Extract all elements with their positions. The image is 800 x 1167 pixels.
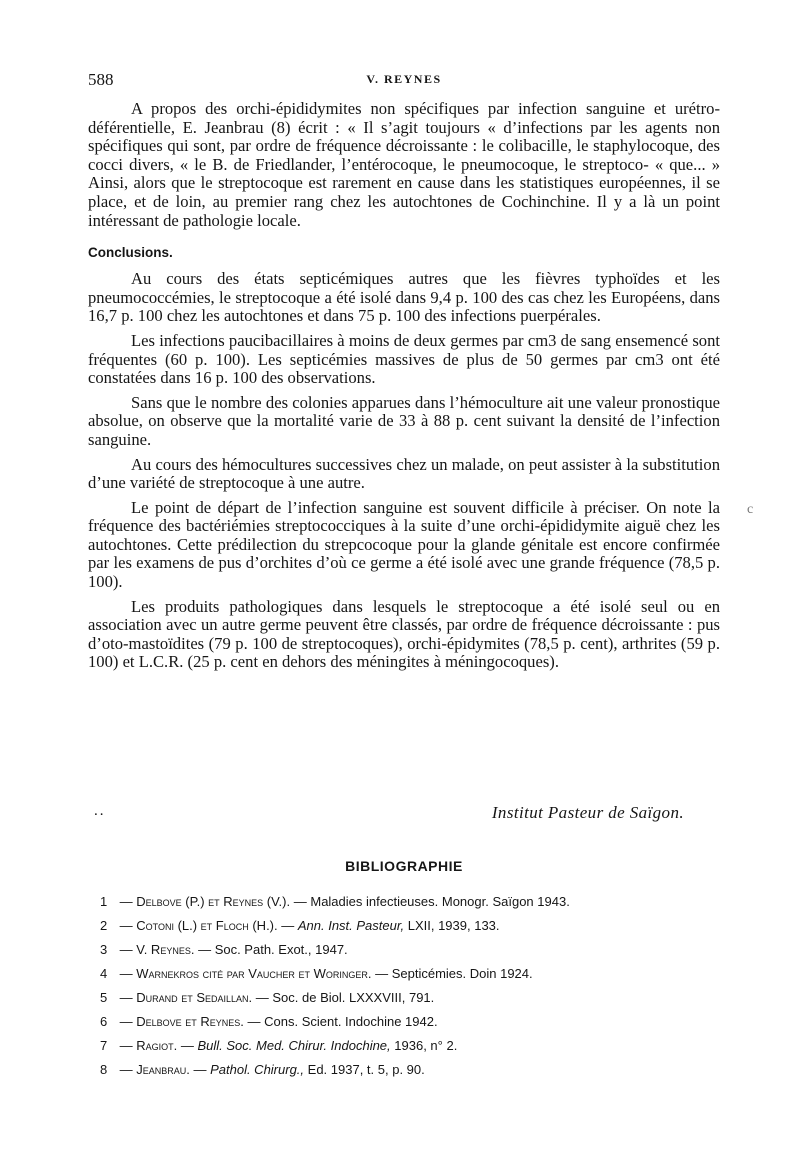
signature-line <box>88 803 684 825</box>
institution-signature: Institut Pasteur de Saïgon. <box>491 803 684 822</box>
conclusion-paragraph-5: Le point de départ de l’infection sanguine est souvent difficile à préciser. On note la fréquence des bactériémies streptococciques à la suite d’une orchi-épididymite aiguë chez les autochtones. Cette prédilection du strepcocoque pour la glande génitale est encore confirmée par les examens de pus d’orchites d’où ce germe a été isolé avec une grande fréquence (78,5 p. 100). <box>88 497 720 592</box>
bibliography-item: 3 — V. Reynes. — Soc. Path. Exot., 1947. <box>100 942 348 957</box>
bibliography-details: Soc. Path. Exot., 1947. <box>214 942 348 957</box>
running-title: V. REYNES <box>366 72 442 86</box>
conclusion-paragraph-2: Les infections paucibacillaires à moins de deux germes par cm3 de sang ensemencé sont fréquentes (60 p. 100). Les septicémies massives de plus de 50 germes par cm3 ont été constatées dans 16 p. 100 des observations. <box>88 330 720 388</box>
bibliography-journal: Bull. Soc. Med. Chirur. Indochine, <box>197 1038 391 1053</box>
paragraph-intro: A propos des orchi-épididymites non spécifiques par infection sanguine et urétro-déférentielle, E. Jeanbrau (8) écrit : « Il s’agit toujours « d’infections par les agents non spécifiques qui sont, par ordre de fréquence décroissante : le colibacille, le staphylocoque, des cocci divers, « le B. de Friedlander, l’entérocoque, le pneumocoque, le streptoco- « que... » Ainsi, alors que le streptocoque est rarement en cause dans les statistiques européennes, il se place, et de loin, au premier rang chez les autochtones de Cochinchine. Il y a là un point intéressant de pathologie locale. <box>88 99 720 230</box>
conclusion-paragraph-3: Sans que le nombre des colonies apparues dans l’hémoculture ait une valeur pronostique absolue, on observe que la mortalité varie de 33 à 88 p. cent suivant la densité de l’infection sanguine. <box>88 392 720 449</box>
bibliography-authors: Durand et Sedaillan. <box>136 990 253 1005</box>
bibliography-item: 2 — Cotoni (L.) et Floch (H.). — Ann. Inst. Pasteur, LXII, 1939, 133. <box>100 918 500 933</box>
bibliography-details: LXII, 1939, 133. <box>407 918 500 933</box>
bibliography-item: 4 — Warnekros cité par Vaucher et Woringer. — Septicémies. Doin 1924. <box>100 966 533 981</box>
bibliography-authors: Ragiot. <box>136 1038 178 1053</box>
bibliography-number: 8 <box>100 1062 108 1077</box>
bibliography-item: 6 — Delbove et Reynes. — Cons. Scient. Indochine 1942. <box>100 1014 438 1029</box>
bibliography-journal: Pathol. Chirurg., <box>210 1062 305 1077</box>
bibliography-item: 7 — Ragiot. — Bull. Soc. Med. Chirur. Indochine, 1936, n° 2. <box>100 1038 458 1053</box>
bibliography-details: Soc. de Biol. LXXXVIII, 791. <box>272 990 435 1005</box>
bibliography-authors: Cotoni (L.) et Floch (H.). <box>136 918 278 933</box>
bibliography-number: 4 <box>100 966 108 981</box>
conclusion-paragraph-6: Les produits pathologiques dans lesquels le streptocoque a été isolé seul ou en association avec un autre germe peuvent être classés, par ordre de fréquence décroissante : pus d’oto-mastoïdites (79 p. 100 de streptocoques), orchi-épidymites (78,5 p. cent), arthrites (59 p. 100) et L.C.R. (25 p. cent en dehors des méningites à méningocoques). <box>88 596 720 672</box>
margin-mark: c <box>747 502 754 517</box>
conclusions-heading: Conclusions. <box>88 245 173 261</box>
bibliography-journal: Ann. Inst. Pasteur, <box>297 918 405 933</box>
bibliography-number: 7 <box>100 1038 108 1053</box>
signature-dots: .. <box>94 803 106 819</box>
bibliography-details: 1936, n° 2. <box>394 1038 458 1053</box>
conclusion-paragraph-4: Au cours des hémocultures successives chez un malade, on peut assister à la substitution d’une variété de streptocoque à une autre. <box>88 454 720 493</box>
bibliography-authors: V. Reynes. <box>136 942 195 957</box>
bibliography-item: 5 — Durand et Sedaillan. — Soc. de Biol. LXXXVIII, 791. <box>100 990 435 1005</box>
bibliography-authors: Warnekros cité par Vaucher et Woringer. <box>136 966 372 981</box>
page-number: 588 <box>88 70 114 89</box>
conclusion-paragraph-1: Au cours des états septicémiques autres que les fièvres typhoïdes et les pneumococcémies, le streptocoque a été isolé dans 9,4 p. 100 des cas chez les Européens, dans 16,7 p. 100 chez les autochtones et dans 75 p. 100 des infections puerpérales. <box>88 269 720 326</box>
bibliography-item: 8 — Jeanbrau. — Pathol. Chirurg., Ed. 1937, t. 5, p. 90. <box>100 1062 425 1077</box>
bibliography-authors: Delbove et Reynes. <box>136 1014 244 1029</box>
running-head <box>88 70 720 90</box>
bibliography-authors: Jeanbrau. <box>136 1062 190 1077</box>
bibliography-list <box>100 894 700 1086</box>
bibliography-details: Cons. Scient. Indochine 1942. <box>264 1014 438 1029</box>
bibliography-number: 5 <box>100 990 108 1005</box>
bibliography-number: 2 <box>100 918 108 933</box>
bibliography-item: 1 — Delbove (P.) et Reynes (V.). — Maladies infectieuses. Monogr. Saïgon 1943. <box>100 894 570 909</box>
bibliography-authors: Delbove (P.) et Reynes (V.). <box>136 894 291 909</box>
bibliography-details: Septicémies. Doin 1924. <box>391 966 533 981</box>
bibliography-heading: BIBLIOGRAPHIE <box>345 858 463 874</box>
body-text <box>88 100 720 678</box>
bibliography-number: 3 <box>100 942 108 957</box>
bibliography-details: Ed. 1937, t. 5, p. 90. <box>307 1062 425 1077</box>
bibliography-number: 6 <box>100 1014 108 1029</box>
bibliography-details: Maladies infectieuses. Monogr. Saïgon 1943. <box>310 894 570 909</box>
bibliography-number: 1 <box>100 894 108 909</box>
